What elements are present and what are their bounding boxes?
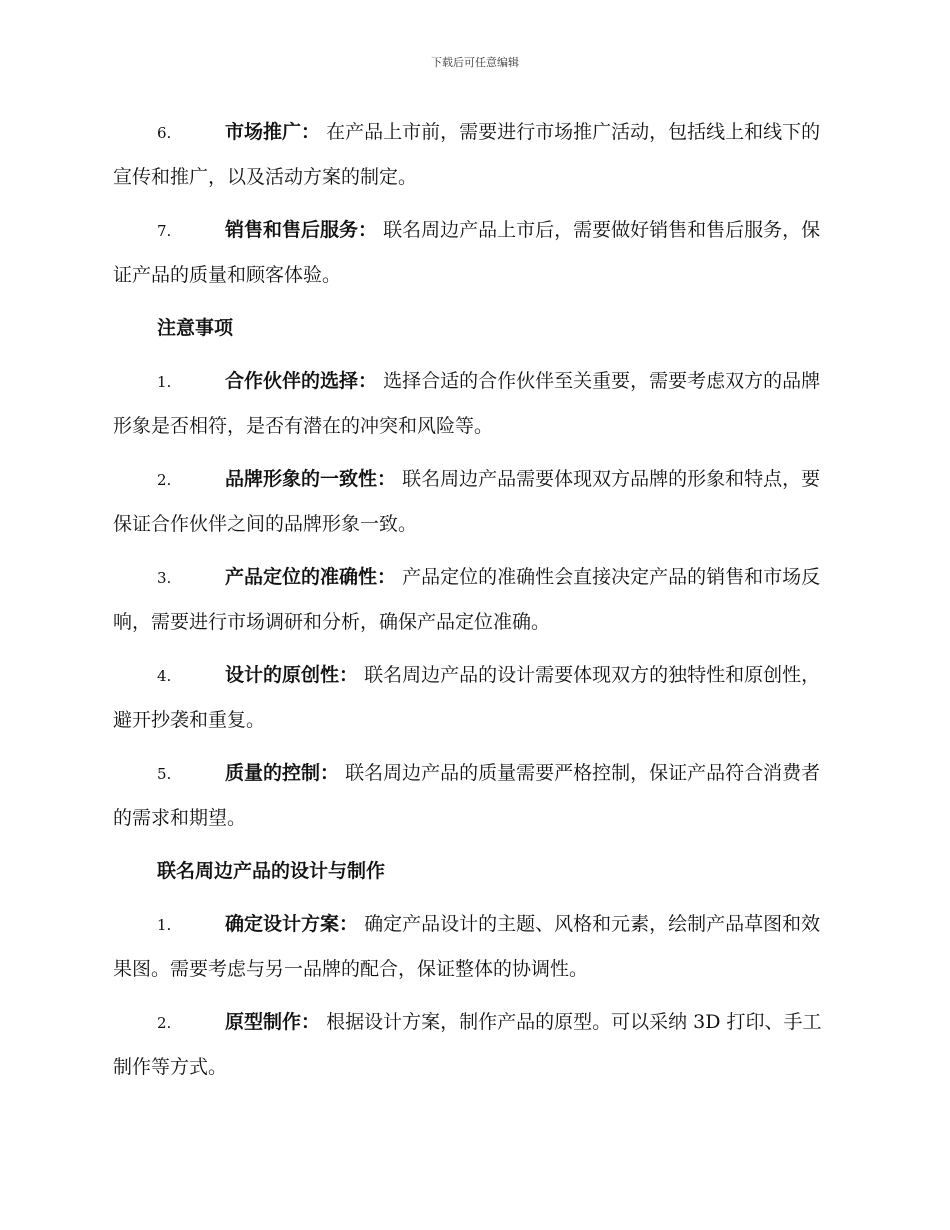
item-number: 3. xyxy=(157,569,172,587)
item-text: 产品定位的准确性会直接决定产品的销售和市场反响，需要进行市场调研和分析，确保产品定位准确。 xyxy=(113,566,821,633)
item-text: 根据设计方案，制作产品的原型。可以采纳 3D 打印、手工制作等方式。 xyxy=(113,1011,822,1078)
item-text: 确定产品设计的主题、风格和元素，绘制产品草图和效果图。需要考虑与另一品牌的配合，保证整体的协调性。 xyxy=(113,913,821,980)
item-text: 联名周边产品上市后，需要做好销售和售后服务，保证产品的质量和顾客体验。 xyxy=(113,219,821,286)
list-item xyxy=(113,110,838,199)
item-text: 联名周边产品的设计需要体现双方的独特性和原创性，避开抄袭和重复。 xyxy=(113,664,821,731)
list-item xyxy=(113,751,838,840)
list-item xyxy=(113,1000,838,1089)
item-term: 销售和售后服务： xyxy=(225,219,378,241)
list-item xyxy=(113,653,838,742)
item-number: 1. xyxy=(157,373,172,391)
item-text: 选择合适的合作伙伴至关重要，需要考虑双方的品牌形象是否相符，是否有潜在的冲突和风险等。 xyxy=(113,370,821,437)
item-number: 2. xyxy=(157,1014,172,1032)
list-item xyxy=(113,902,838,991)
item-text: 联名周边产品需要体现双方品牌的形象和特点，要保证合作伙伴之间的品牌形象一致。 xyxy=(113,468,821,535)
item-term: 设计的原创性： xyxy=(225,664,359,686)
item-term: 市场推广： xyxy=(225,121,321,143)
document-body xyxy=(113,110,838,1098)
item-term: 品牌形象的一致性： xyxy=(225,468,397,490)
item-number: 6. xyxy=(157,124,172,142)
item-number: 7. xyxy=(157,222,172,240)
section-heading-notes: 注意事项 xyxy=(157,317,234,339)
item-term: 确定设计方案： xyxy=(225,913,359,935)
item-number: 2. xyxy=(157,471,172,489)
item-number: 4. xyxy=(157,667,172,685)
item-term: 产品定位的准确性： xyxy=(225,566,397,588)
item-term: 合作伙伴的选择： xyxy=(225,370,378,392)
list-item xyxy=(113,359,838,448)
list-item xyxy=(113,555,838,644)
item-number: 1. xyxy=(157,916,172,934)
item-term: 质量的控制： xyxy=(225,762,340,784)
header-note: 下载后可任意编辑 xyxy=(431,56,519,69)
list-item xyxy=(113,208,838,297)
item-text: 在产品上市前，需要进行市场推广活动，包括线上和线下的宣传和推广，以及活动方案的制定。 xyxy=(113,121,821,188)
section-heading-design: 联名周边产品的设计与制作 xyxy=(157,860,386,882)
item-term: 原型制作： xyxy=(225,1011,321,1033)
item-number: 5. xyxy=(157,765,172,783)
list-item xyxy=(113,457,838,546)
item-text: 联名周边产品的质量需要严格控制，保证产品符合消费者的需求和期望。 xyxy=(113,762,821,829)
